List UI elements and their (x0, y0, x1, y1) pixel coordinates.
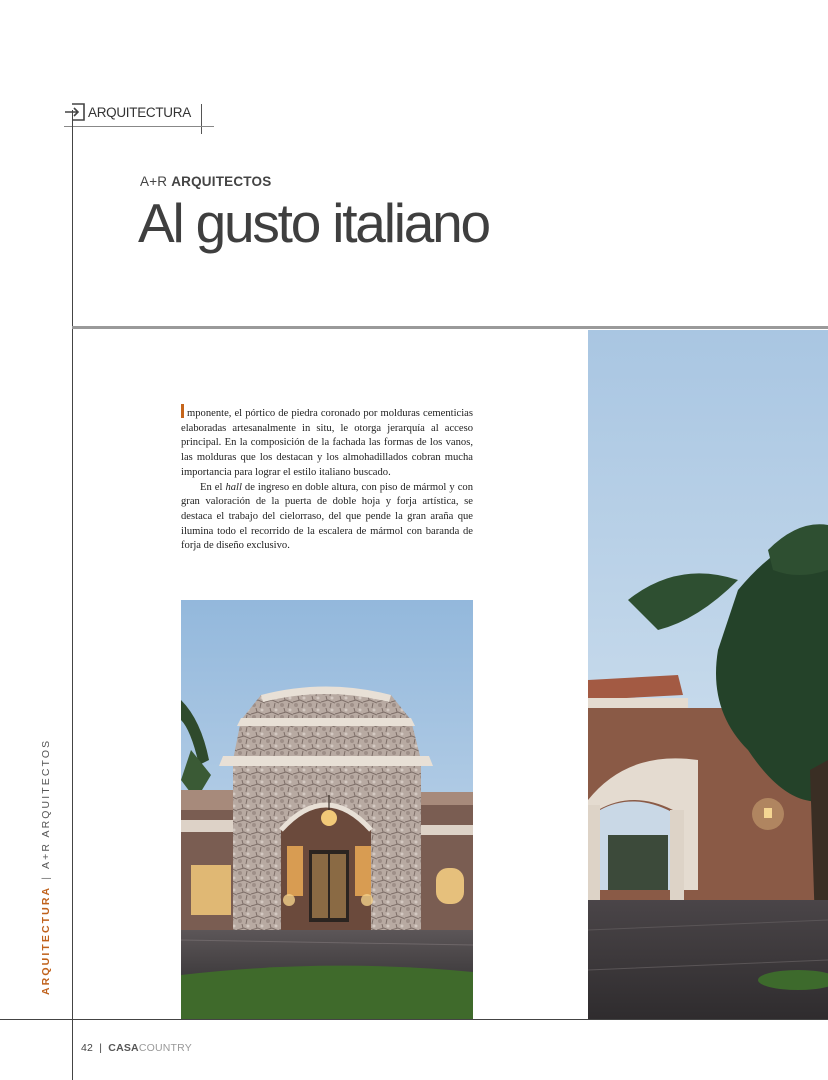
kicker-firm: ARQUITECTOS (171, 174, 272, 189)
sidebar-running-head (40, 739, 52, 995)
crop-mark-horizontal (64, 126, 214, 127)
article-body (181, 404, 473, 554)
crop-mark-vertical (201, 104, 202, 134)
paragraph-1 (181, 404, 473, 481)
paragraph-2-text-b: de ingreso en doble altura, con piso de mármol y con gran valoración de la puerta de doble hoja y forja artística, se destaca el trabajo del cielorraso, del que pende la gran araña que ilumina todo el recorrido de la escalera de mármol con baranda de forja de diseño exclusivo. (181, 481, 473, 552)
margin-rule (72, 110, 73, 1080)
facade-photo (181, 600, 473, 1019)
paragraph-1-text: mponente, el pórtico de piedra coronado por molduras cementicias elaboradas artesanalmente in situ, le otorga jerarquía al acceso principal. En la composición de la fachada las formas de los vanos, las molduras que los destacan y los almohadillados cobran mucha importancia para lograr el estilo italiano buscado. (181, 408, 473, 478)
page-number: 42 (81, 1042, 94, 1054)
porch-photo (588, 330, 828, 1019)
header-divider (72, 326, 828, 329)
kicker-prefix: A+R (140, 174, 168, 189)
paragraph-2-text-a: En el (200, 481, 226, 493)
sidebar-firm: A+R ARQUITECTOS (40, 738, 52, 869)
arrow-into-box-icon (64, 102, 86, 122)
section-tag (64, 101, 191, 123)
magazine-brand-part1: CASA (108, 1042, 139, 1054)
footer-separator: | (99, 1042, 103, 1054)
footer-rule (0, 1019, 828, 1020)
sidebar-section: ARQUITECTURA (40, 885, 52, 995)
drop-cap-mark (181, 404, 184, 418)
section-label: ARQUITECTURA (88, 104, 191, 120)
page-footer (81, 1042, 192, 1054)
article-kicker (140, 174, 271, 189)
paragraph-2-emphasis: hall (225, 481, 242, 493)
paragraph-2 (181, 481, 473, 555)
article-title: Al gusto italiano (138, 192, 489, 254)
sidebar-separator: | (40, 874, 52, 880)
magazine-brand-part2: COUNTRY (138, 1042, 192, 1054)
